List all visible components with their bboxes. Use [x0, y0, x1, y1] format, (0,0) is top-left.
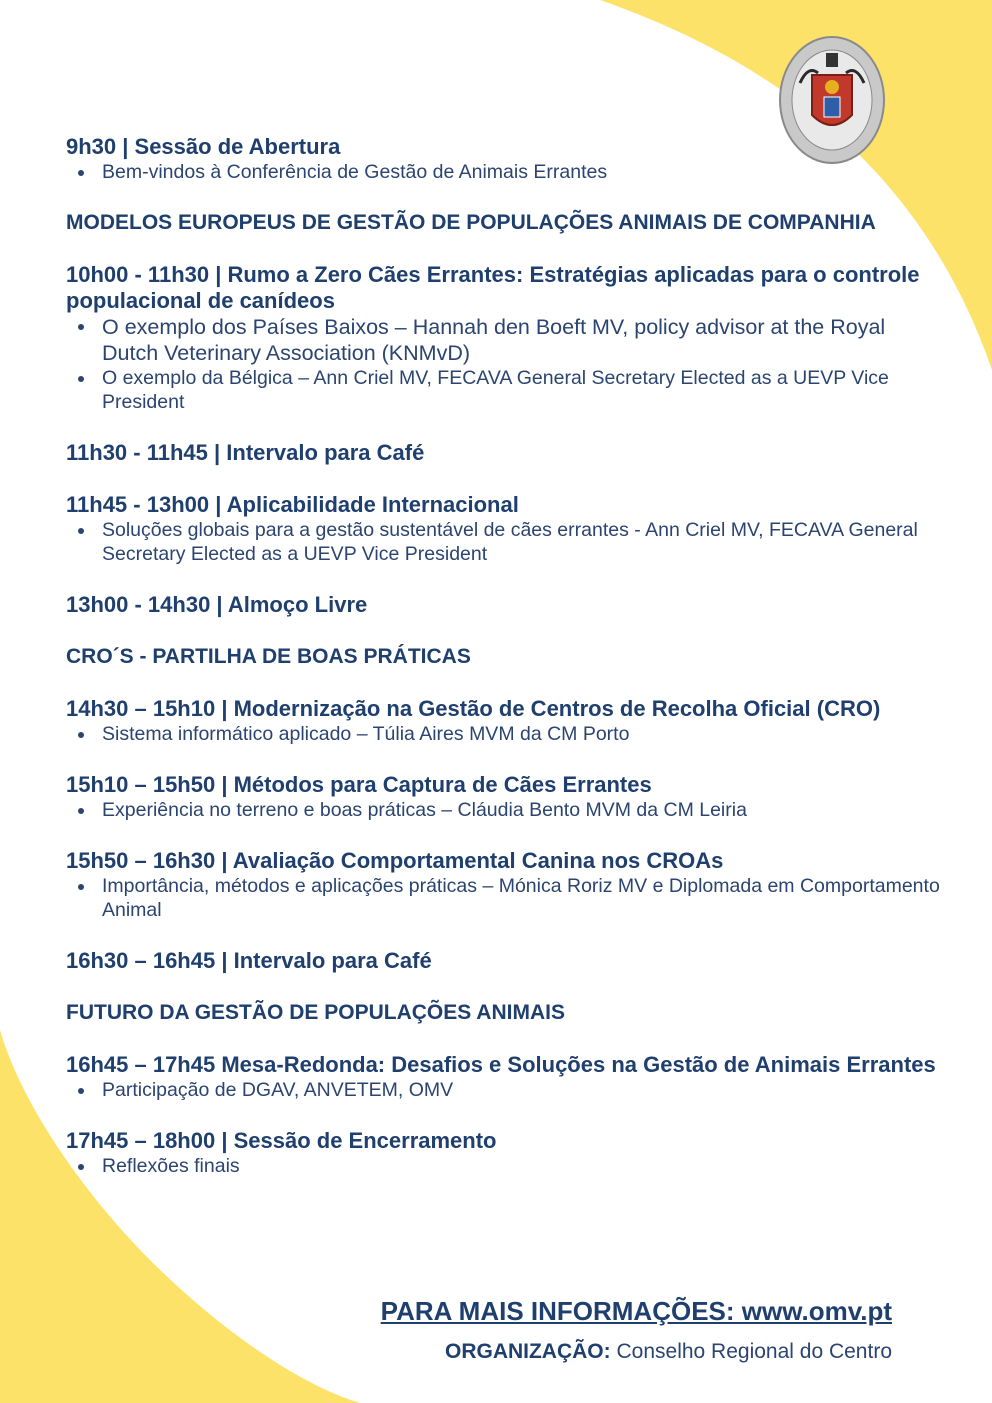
agenda-item	[66, 440, 946, 466]
agenda-detail-bullet: Bem-vindos à Conferência de Gestão de Animais Errantes	[102, 160, 946, 184]
agenda-item-title: 16h30 – 16h45 | Intervalo para Café	[66, 948, 432, 973]
agenda-detail-bullet: Soluções globais para a gestão sustentável de cães errantes - Ann Criel MV, FECAVA General Secretary Elected as a UEVP Vice President	[102, 518, 946, 566]
spacer	[66, 184, 946, 210]
agenda-item	[66, 1128, 946, 1178]
agenda-item	[66, 262, 946, 414]
organization-line	[445, 1340, 892, 1364]
agenda-item-title: 14h30 – 15h10 | Modernização na Gestão de Centros de Recolha Oficial (CRO)	[66, 696, 881, 721]
agenda-item	[66, 772, 946, 822]
spacer	[66, 822, 946, 848]
spacer	[66, 618, 946, 644]
agenda-detail-bullet: Reflexões finais	[102, 1154, 946, 1178]
agenda-item	[66, 492, 946, 566]
section-title-block	[66, 1000, 946, 1026]
agenda-item	[66, 848, 946, 922]
agenda-item-details	[66, 1078, 946, 1102]
section-title: FUTURO DA GESTÃO DE POPULAÇÕES ANIMAIS	[66, 1001, 565, 1024]
spacer	[66, 414, 946, 440]
agenda-item-details	[66, 874, 946, 922]
agenda-item	[66, 592, 946, 618]
agenda-item-details	[66, 1154, 946, 1178]
section-title: MODELOS EUROPEUS DE GESTÃO DE POPULAÇÕES ANIMAIS DE COMPANHIA	[66, 211, 876, 234]
agenda-item-details	[66, 722, 946, 746]
section-title: CRO´S - PARTILHA DE BOAS PRÁTICAS	[66, 645, 471, 668]
agenda-item	[66, 696, 946, 746]
spacer	[66, 1102, 946, 1128]
agenda-detail-bullet: Participação de DGAV, ANVETEM, OMV	[102, 1078, 946, 1102]
spacer	[66, 974, 946, 1000]
agenda-item-title: 17h45 – 18h00 | Sessão de Encerramento	[66, 1128, 497, 1153]
organization-value: Conselho Regional do Centro	[616, 1340, 892, 1363]
spacer	[66, 1026, 946, 1052]
agenda-item-details	[66, 518, 946, 566]
program-list	[66, 134, 946, 1178]
agenda-detail-bullet: Experiência no terreno e boas práticas – Cláudia Bento MVM da CM Leiria	[102, 798, 946, 822]
agenda-detail-bullet: O exemplo dos Países Baixos – Hannah den Boeft MV, policy advisor at the Royal Dutch Veterinary Association (KNMvD)	[102, 314, 946, 366]
organization-label: ORGANIZAÇÃO:	[444, 1340, 611, 1363]
spacer	[66, 670, 946, 696]
agenda-item-title: 15h50 – 16h30 | Avaliação Comportamental Canina nos CROAs	[66, 848, 724, 873]
spacer	[66, 922, 946, 948]
agenda-item-title: 16h45 – 17h45 Mesa-Redonda: Desafios e Soluções na Gestão de Animais Errantes	[66, 1052, 936, 1077]
spacer	[66, 566, 946, 592]
agenda-item-details	[66, 160, 946, 184]
spacer	[66, 466, 946, 492]
agenda-item-title: 15h10 – 15h50 | Métodos para Captura de Cães Errantes	[66, 772, 652, 797]
spacer	[66, 236, 946, 262]
agenda-item	[66, 948, 946, 974]
agenda-item-details	[66, 314, 946, 414]
agenda-item-title: 11h30 - 11h45 | Intervalo para Café	[66, 440, 425, 465]
agenda-detail-bullet: Sistema informático aplicado – Túlia Aires MVM da CM Porto	[102, 722, 946, 746]
agenda-detail-bullet: Importância, métodos e aplicações práticas – Mónica Roriz MV e Diplomada em Comportamento Animal	[102, 874, 946, 922]
section-title-block	[66, 210, 946, 236]
agenda-item-title: 10h00 - 11h30 | Rumo a Zero Cães Errantes: Estratégias aplicadas para o controle populacional de canídeos	[66, 262, 920, 313]
agenda-detail-bullet: O exemplo da Bélgica – Ann Criel MV, FECAVA General Secretary Elected as a UEVP Vice President	[102, 366, 946, 414]
spacer	[66, 746, 946, 772]
agenda-item-title: 9h30 | Sessão de Abertura	[66, 134, 341, 159]
agenda-item	[66, 1052, 946, 1102]
agenda-item-title: 13h00 - 14h30 | Almoço Livre	[66, 592, 368, 617]
agenda-item	[66, 134, 946, 184]
agenda-item-details	[66, 798, 946, 822]
agenda-item-title: 11h45 - 13h00 | Aplicabilidade Internacional	[66, 492, 519, 517]
more-info-link[interactable]: PARA MAIS INFORMAÇÕES: www.omv.pt	[380, 1296, 892, 1326]
section-title-block	[66, 644, 946, 670]
